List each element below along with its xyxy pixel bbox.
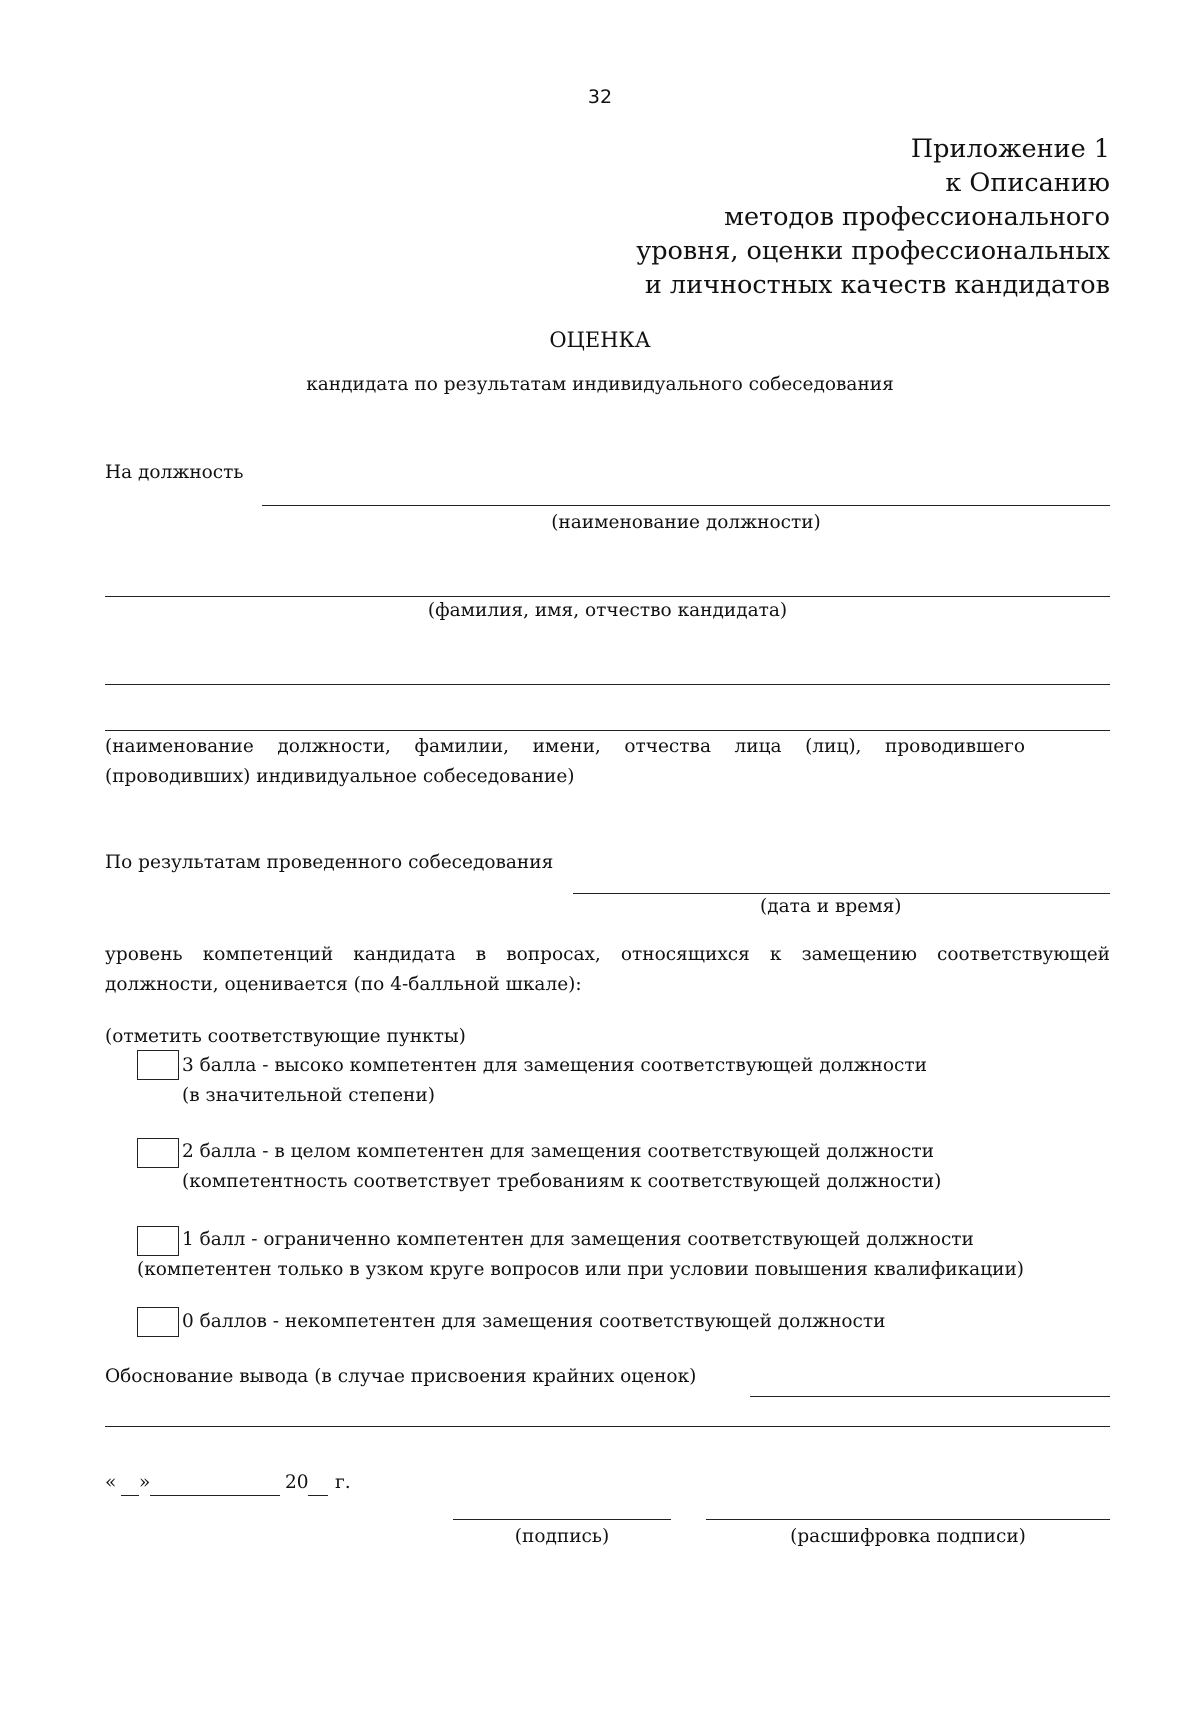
- appendix-header: [636, 132, 1110, 302]
- option-2-checkbox[interactable]: [137, 1138, 179, 1168]
- datetime-input-line[interactable]: [573, 893, 1110, 894]
- competence-text: уровень компетенций кандидата в вопросах, относящихся к замещению соответствующей должности, оценивается (по 4-балльной шкале):: [105, 944, 1110, 995]
- candidate-name-line[interactable]: [105, 596, 1110, 597]
- appendix-line-1: Приложение 1: [910, 134, 1110, 164]
- date-open-quote: «: [105, 1472, 117, 1493]
- interviewer-line-2[interactable]: [105, 730, 1110, 731]
- option-3-checkbox[interactable]: [137, 1050, 179, 1080]
- signature-caption: (подпись): [514, 1526, 610, 1547]
- date-year-suffix: г.: [335, 1472, 351, 1493]
- option-0-checkbox[interactable]: [137, 1307, 179, 1337]
- mark-instruction: (отметить соответствующие пункты): [105, 1026, 466, 1047]
- justification-line-2[interactable]: [105, 1426, 1110, 1427]
- signature-line[interactable]: [453, 1519, 671, 1520]
- date-year-line[interactable]: [308, 1495, 328, 1496]
- option-2-text: 2 балла - в целом компетентен для замещения соответствующей должности: [182, 1141, 934, 1162]
- date-month-line[interactable]: [150, 1495, 280, 1496]
- signature-decode-caption: (расшифровка подписи): [790, 1526, 1026, 1547]
- appendix-line-4: уровня, оценки профессиональных: [636, 236, 1110, 266]
- date-close-quote: »: [139, 1472, 151, 1493]
- date-year-prefix: 20: [285, 1472, 309, 1493]
- justification-line-1[interactable]: [750, 1396, 1110, 1397]
- option-1-text: 1 балл - ограниченно компетентен для замещения соответствующей должности: [182, 1229, 974, 1250]
- option-1-note: (компетентен только в узком круге вопросов или при условии повышения квалификации): [137, 1259, 1024, 1280]
- option-1-checkbox[interactable]: [137, 1226, 179, 1256]
- page-number: 32: [587, 86, 613, 108]
- document-subtitle: кандидата по результатам индивидуального собеседования: [306, 374, 894, 395]
- appendix-line-3: методов профессионального: [724, 202, 1110, 232]
- option-3-note: (в значительной степени): [182, 1085, 435, 1106]
- candidate-caption: (фамилия, имя, отчество кандидата): [427, 600, 788, 621]
- signature-decode-line[interactable]: [706, 1519, 1110, 1520]
- appendix-line-5: и личностных качеств кандидатов: [644, 270, 1110, 300]
- position-caption: (наименование должности): [551, 512, 821, 533]
- results-label: По результатам проведенного собеседования: [105, 852, 554, 873]
- date-day-line[interactable]: [121, 1495, 139, 1496]
- position-input-line[interactable]: [262, 505, 1110, 506]
- option-3-text: 3 балла - высоко компетентен для замещения соответствующей должности: [182, 1055, 927, 1076]
- interviewer-caption: (наименование должности, фамилии, имени, отчества лица (лиц), проводившего (проводивших) индивидуальное собеседование): [105, 736, 1025, 787]
- datetime-caption: (дата и время): [760, 896, 902, 917]
- justification-label: Обоснование вывода (в случае присвоения крайних оценок): [105, 1366, 697, 1387]
- position-label: На должность: [105, 462, 244, 483]
- option-0-text: 0 баллов - некомпетентен для замещения соответствующей должности: [182, 1311, 886, 1332]
- document-title: ОЦЕНКА: [549, 328, 651, 352]
- interviewer-line-1[interactable]: [105, 684, 1110, 685]
- appendix-line-2: к Описанию: [945, 168, 1110, 198]
- option-2-note: (компетентность соответствует требованиям к соответствующей должности): [182, 1171, 942, 1192]
